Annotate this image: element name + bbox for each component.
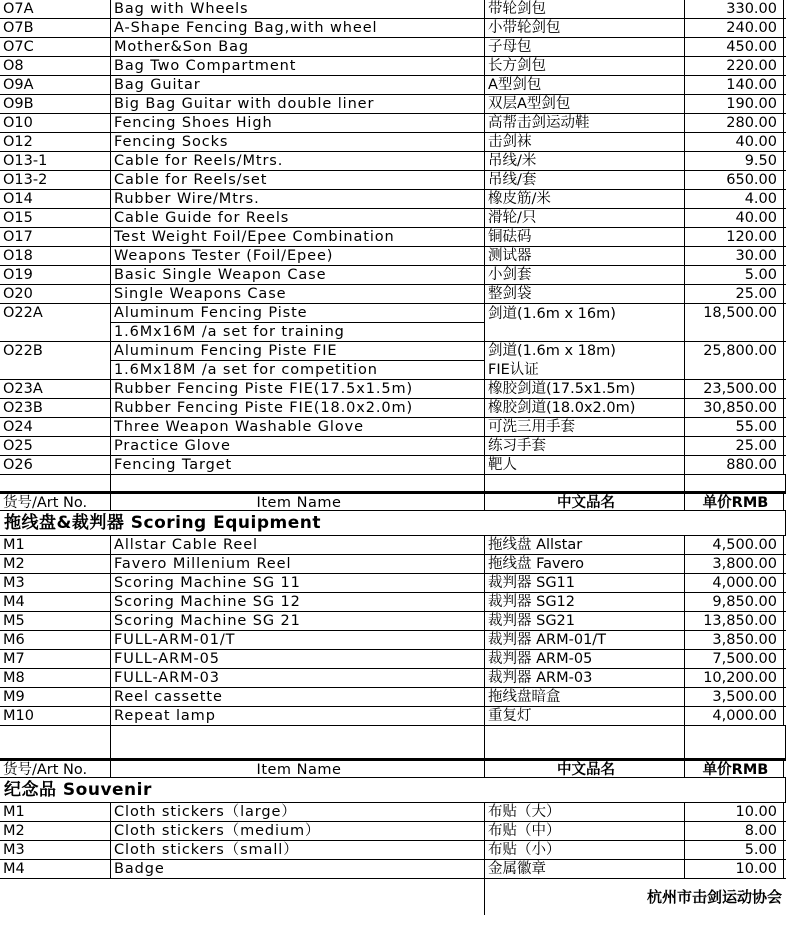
art-no-cell: O22A	[3, 305, 43, 321]
table-row	[0, 707, 786, 726]
price-cell: 7,500.00	[684, 650, 784, 668]
table-row	[0, 650, 786, 669]
item-name-cell: Cable for Reels/Mtrs.	[110, 152, 484, 170]
header-chinese-name: 中文品名	[484, 494, 684, 510]
art-no-cell: O25	[3, 438, 33, 454]
item-name-cell: Allstar Cable Reel	[110, 536, 484, 554]
chinese-name-cell: 吊线/套	[484, 171, 684, 189]
price-cell: 880.00	[684, 456, 784, 474]
price-cell: 220.00	[684, 57, 784, 75]
price-cell: 25.00	[684, 437, 784, 455]
art-no-cell: M8	[3, 670, 25, 686]
table-row	[0, 860, 786, 879]
price-cell: 280.00	[684, 114, 784, 132]
art-no-cell: M3	[3, 575, 25, 591]
art-no-cell: O23A	[3, 381, 43, 397]
item-name-cell	[110, 342, 484, 379]
price-cell: 240.00	[684, 19, 784, 37]
item-name-cell: Test Weight Foil/Epee Combination	[110, 228, 484, 246]
accessories-rows	[0, 0, 786, 304]
item-name-cell: Favero Millenium Reel	[110, 555, 484, 573]
price-cell: 140.00	[684, 76, 784, 94]
organization-name: 杭州市击剑运动协会	[484, 879, 786, 915]
price-cell: 4.00	[684, 190, 784, 208]
price-cell: 8.00	[684, 822, 784, 840]
table-row	[0, 228, 786, 247]
price-cell: 190.00	[684, 95, 784, 113]
item-name-cell: Cloth stickers（small）	[110, 841, 484, 859]
item-name-cell: Single Weapons Case	[110, 285, 484, 303]
art-no-cell: O26	[3, 457, 33, 473]
art-no-cell: M4	[3, 861, 25, 877]
table-row	[0, 612, 786, 631]
chinese-name-cell	[484, 342, 684, 379]
price-cell: 5.00	[684, 266, 784, 284]
chinese-name-cell: 带轮剑包	[484, 0, 684, 18]
price-cell: 10,200.00	[684, 669, 784, 687]
item-name-cell: Rubber Fencing Piste FIE(17.5x1.5m)	[110, 380, 484, 398]
art-no-cell: O8	[3, 58, 24, 74]
chinese-name-cell: 金属徽章	[484, 860, 684, 878]
table-row	[0, 76, 786, 95]
table-row	[0, 190, 786, 209]
table-row	[0, 95, 786, 114]
table-row	[0, 304, 786, 342]
table-row	[0, 418, 786, 437]
table-row	[0, 171, 786, 190]
art-no-cell: O19	[3, 267, 33, 283]
item-name-cell: FULL-ARM-01/T	[110, 631, 484, 649]
table-row	[0, 38, 786, 57]
item-name-cell: FULL-ARM-03	[110, 669, 484, 687]
chinese-name-cell: 拖线盘 Favero	[484, 555, 684, 573]
price-cell: 4,000.00	[684, 707, 784, 725]
price-cell: 18,500.00	[684, 304, 784, 341]
column-header-row	[0, 759, 786, 778]
price-cell: 40.00	[684, 133, 784, 151]
chinese-name-cell: 裁判器 SG11	[484, 574, 684, 592]
item-name-cell: Repeat lamp	[110, 707, 484, 725]
art-no-cell: M5	[3, 613, 25, 629]
art-no-cell: O13-2	[3, 172, 48, 188]
item-name-cell: Fencing Socks	[110, 133, 484, 151]
chinese-name-cell: 小剑套	[484, 266, 684, 284]
item-name-line-2: 1.6Mx16M /a set for training	[114, 324, 345, 340]
item-name-cell: Scoring Machine SG 11	[110, 574, 484, 592]
header-art-no: 货号/Art No.	[3, 762, 88, 777]
price-cell: 120.00	[684, 228, 784, 246]
art-no-cell: M6	[3, 632, 25, 648]
chinese-name-cell: 小带轮剑包	[484, 19, 684, 37]
chinese-name-cell: 练习手套	[484, 437, 684, 455]
item-name-cell: Scoring Machine SG 21	[110, 612, 484, 630]
chinese-name-cell: 滑轮/只	[484, 209, 684, 227]
table-row	[0, 456, 786, 475]
art-no-cell: M9	[3, 689, 25, 705]
chinese-name-cell: 剑道(1.6m x 16m)	[484, 304, 684, 341]
table-row	[0, 822, 786, 841]
item-name-cell: Scoring Machine SG 12	[110, 593, 484, 611]
item-name-cell: Big Bag Guitar with double liner	[110, 95, 484, 113]
table-row	[0, 133, 786, 152]
item-name-cell: Basic Single Weapon Case	[110, 266, 484, 284]
chinese-name-cell: 裁判器 ARM-01/T	[484, 631, 684, 649]
table-row	[0, 114, 786, 133]
art-no-cell: M1	[3, 537, 25, 553]
table-row	[0, 285, 786, 304]
price-cell: 3,850.00	[684, 631, 784, 649]
chinese-name-cell: 布贴（小）	[484, 841, 684, 859]
table-row	[0, 841, 786, 860]
item-name-cell: FULL-ARM-05	[110, 650, 484, 668]
price-cell: 5.00	[684, 841, 784, 859]
column-header-row	[0, 492, 786, 511]
table-row	[0, 631, 786, 650]
section-title-souvenir: 纪念品 Souvenir	[0, 778, 786, 803]
footer-row	[0, 879, 786, 915]
art-no-cell: O23B	[3, 400, 43, 416]
chinese-name-cell: 长方剑包	[484, 57, 684, 75]
table-row	[0, 688, 786, 707]
chinese-name-cell: 裁判器 ARM-03	[484, 669, 684, 687]
art-no-cell: O7C	[3, 39, 34, 55]
table-row	[0, 57, 786, 76]
art-no-cell: O9A	[3, 77, 34, 93]
price-cell: 10.00	[684, 803, 784, 821]
chinese-name-cell: 铜砝码	[484, 228, 684, 246]
souvenir-rows	[0, 803, 786, 879]
spacer-row	[0, 475, 786, 492]
table-row	[0, 555, 786, 574]
item-name-cell: Bag Two Compartment	[110, 57, 484, 75]
table-row	[0, 536, 786, 555]
price-cell: 25.00	[684, 285, 784, 303]
item-name-cell: Bag Guitar	[110, 76, 484, 94]
price-cell: 3,800.00	[684, 555, 784, 573]
chinese-name-cell: 击剑袜	[484, 133, 684, 151]
price-cell: 30,850.00	[684, 399, 784, 417]
chinese-name-cell: 靶人	[484, 456, 684, 474]
chinese-name-cell: 裁判器 SG21	[484, 612, 684, 630]
table-row	[0, 803, 786, 822]
chinese-name-cell: 测试器	[484, 247, 684, 265]
item-name-cell: Bag with Wheels	[110, 0, 484, 18]
header-chinese-name: 中文品名	[484, 761, 684, 777]
price-cell: 40.00	[684, 209, 784, 227]
item-name-cell: Badge	[110, 860, 484, 878]
item-name-cell: Three Weapon Washable Glove	[110, 418, 484, 436]
art-no-cell: O14	[3, 191, 33, 207]
art-no-cell: O10	[3, 115, 33, 131]
art-no-cell: O13-1	[3, 153, 48, 169]
price-cell: 330.00	[684, 0, 784, 18]
table-row	[0, 0, 786, 19]
chinese-name-cell: 可洗三用手套	[484, 418, 684, 436]
chinese-name-cell: 高帮击剑运动鞋	[484, 114, 684, 132]
item-name-cell	[110, 304, 484, 341]
price-cell: 4,500.00	[684, 536, 784, 554]
chinese-name-cell: 子母包	[484, 38, 684, 56]
item-name-cell: Mother&Son Bag	[110, 38, 484, 56]
chinese-name-cell: 布贴（大）	[484, 803, 684, 821]
item-name-cell: Fencing Shoes High	[110, 114, 484, 132]
art-no-cell: O18	[3, 248, 33, 264]
table-row	[0, 342, 786, 380]
art-no-cell: O12	[3, 134, 33, 150]
item-name-line-1: Aluminum Fencing Piste	[111, 304, 484, 323]
blank-row	[0, 726, 786, 759]
art-no-cell: O7B	[3, 20, 34, 36]
chinese-name-line-2: FIE认证	[488, 362, 539, 378]
chinese-name-cell: 拖线盘暗盒	[484, 688, 684, 706]
table-row	[0, 209, 786, 228]
scoring-rows	[0, 536, 786, 726]
price-cell: 25,800.00	[684, 342, 784, 379]
table-row	[0, 399, 786, 418]
item-name-cell: Reel cassette	[110, 688, 484, 706]
art-no-cell: O22B	[3, 343, 43, 359]
art-no-cell: M2	[3, 556, 25, 572]
item-name-line-1: Aluminum Fencing Piste FIE	[111, 342, 484, 361]
price-cell: 55.00	[684, 418, 784, 436]
art-no-cell: O24	[3, 419, 33, 435]
chinese-name-cell: 橡皮筋/米	[484, 190, 684, 208]
item-name-line-2: 1.6Mx18M /a set for competition	[114, 362, 378, 378]
table-row	[0, 593, 786, 612]
chinese-name-cell: 重复灯	[484, 707, 684, 725]
chinese-name-cell: 吊线/米	[484, 152, 684, 170]
art-no-cell: O15	[3, 210, 33, 226]
chinese-name-cell: 布贴（中）	[484, 822, 684, 840]
price-cell: 30.00	[684, 247, 784, 265]
item-name-cell: Cable Guide for Reels	[110, 209, 484, 227]
art-no-cell: M3	[3, 842, 25, 858]
chinese-name-line-1: 剑道(1.6m x 18m)	[488, 343, 616, 359]
art-no-cell: M7	[3, 651, 25, 667]
item-name-cell: Rubber Fencing Piste FIE(18.0x2.0m)	[110, 399, 484, 417]
table-row	[0, 669, 786, 688]
chinese-name-cell: 裁判器 ARM-05	[484, 650, 684, 668]
table-row	[0, 152, 786, 171]
art-no-cell: M1	[3, 804, 25, 820]
price-cell: 450.00	[684, 38, 784, 56]
art-no-cell: M2	[3, 823, 25, 839]
header-item-name: Item Name	[110, 494, 484, 510]
price-cell: 13,850.00	[684, 612, 784, 630]
chinese-name-cell: 双层A型剑包	[484, 95, 684, 113]
art-no-cell: O7A	[3, 1, 34, 17]
item-name-cell: A-Shape Fencing Bag,with wheel	[110, 19, 484, 37]
art-no-cell: M4	[3, 594, 25, 610]
price-cell: 9.50	[684, 152, 784, 170]
item-name-cell: Cable for Reels/set	[110, 171, 484, 189]
item-name-cell: Cloth stickers（medium）	[110, 822, 484, 840]
art-no-cell: O17	[3, 229, 33, 245]
header-item-name: Item Name	[110, 761, 484, 777]
header-price: 单价RMB	[684, 494, 784, 510]
art-no-cell: M10	[3, 708, 34, 724]
chinese-name-cell: 裁判器 SG12	[484, 593, 684, 611]
item-name-cell: Rubber Wire/Mtrs.	[110, 190, 484, 208]
chinese-name-cell: 整剑袋	[484, 285, 684, 303]
chinese-name-cell: 橡胶剑道(17.5x1.5m)	[484, 380, 684, 398]
item-name-cell: Fencing Target	[110, 456, 484, 474]
price-cell: 3,500.00	[684, 688, 784, 706]
section-title-scoring: 拖线盘&裁判器 Scoring Equipment	[0, 511, 786, 536]
table-row	[0, 266, 786, 285]
price-cell: 10.00	[684, 860, 784, 878]
price-cell: 4,000.00	[684, 574, 784, 592]
table-row	[0, 437, 786, 456]
item-name-cell: Weapons Tester (Foil/Epee)	[110, 247, 484, 265]
table-row	[0, 19, 786, 38]
chinese-name-cell: 橡胶剑道(18.0x2.0m)	[484, 399, 684, 417]
art-no-cell: O20	[3, 286, 33, 302]
header-price: 单价RMB	[684, 761, 784, 777]
piste-glove-rows	[0, 380, 786, 475]
price-cell: 23,500.00	[684, 380, 784, 398]
chinese-name-cell: 拖线盘 Allstar	[484, 536, 684, 554]
header-art-no: 货号/Art No.	[3, 495, 88, 510]
price-cell: 650.00	[684, 171, 784, 189]
table-row	[0, 574, 786, 593]
item-name-cell: Practice Glove	[110, 437, 484, 455]
table-row	[0, 380, 786, 399]
table-row	[0, 247, 786, 266]
chinese-name-cell: A型剑包	[484, 76, 684, 94]
price-cell: 9,850.00	[684, 593, 784, 611]
item-name-cell: Cloth stickers（large）	[110, 803, 484, 821]
art-no-cell: O9B	[3, 96, 34, 112]
